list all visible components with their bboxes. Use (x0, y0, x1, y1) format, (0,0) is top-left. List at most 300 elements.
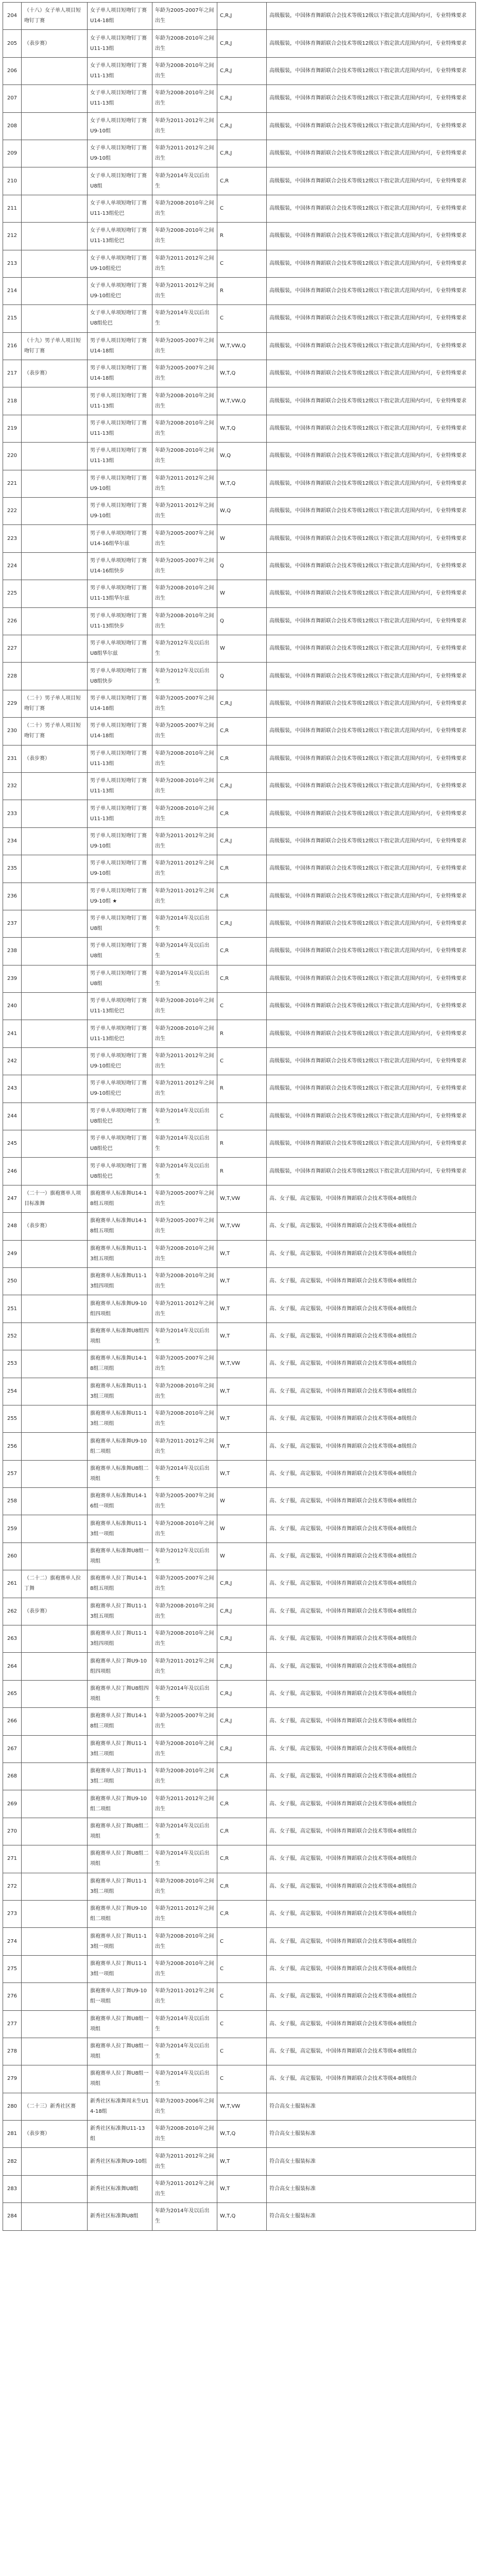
dance-codes-cell: C,R (217, 718, 267, 745)
category-cell (22, 580, 88, 607)
costume-rule-cell: 高级服装，中国体育舞蹈联合会技术等级12级以下指定款式范围内均可，专业特殊要求 (267, 443, 476, 470)
table-row (3, 552, 476, 580)
category-cell (22, 1625, 88, 1653)
category-cell (22, 498, 88, 525)
event-item-cell: 新秀社区标准舞U9-10组 (88, 2148, 152, 2175)
table-row (3, 580, 476, 607)
row-number: 255 (3, 1405, 22, 1432)
age-requirement-cell: 年龄为2011-2012年之间出生 (152, 1075, 217, 1103)
table-row (3, 2038, 476, 2065)
age-requirement-cell: 年龄为2008-2010年之间出生 (152, 2121, 217, 2148)
costume-rule-cell: 高、女子服，高定服装，中国体育舞蹈联合会技术等级4-8级组合 (267, 1873, 476, 1900)
age-requirement-cell: 年龄为2011-2012年之间出生 (152, 827, 217, 855)
dance-codes-cell: W,T,VW,Q (217, 387, 267, 415)
costume-rule-cell: 高、女子服，高定服装，中国体育舞蹈联合会技术等级4-8级组合 (267, 1515, 476, 1543)
age-requirement-cell: 年龄为2008-2010年之间出生 (152, 800, 217, 827)
dance-codes-cell: Q (217, 607, 267, 635)
costume-rule-cell: 高级服装，中国体育舞蹈联合会技术等级12级以下指定款式范围内均可，专业特殊要求 (267, 910, 476, 937)
category-cell (22, 993, 88, 1020)
category-cell (22, 1103, 88, 1130)
costume-rule-cell: 高级服装，中国体育舞蹈联合会技术等级12级以下指定款式范围内均可，专业特殊要求 (267, 800, 476, 827)
event-item-cell: 旗袍赛单人拉丁舞U11-13组二项组 (88, 1873, 152, 1900)
category-cell (22, 1900, 88, 1927)
category-cell (22, 250, 88, 277)
event-item-cell: 新秀社区标准舞U11-13组 (88, 2121, 152, 2148)
table-row (3, 993, 476, 1020)
age-requirement-cell: 年龄为2008-2010年之间出生 (152, 1515, 217, 1543)
dance-codes-cell: C (217, 2010, 267, 2038)
costume-rule-cell: 高、女子服，高定服装，中国体育舞蹈联合会技术等级4-8级组合 (267, 1267, 476, 1295)
event-item-cell: 旗袍赛单人标准舞U8组四项组 (88, 1323, 152, 1350)
row-number: 214 (3, 277, 22, 304)
dance-codes-cell: C,R (217, 965, 267, 992)
table-row (3, 223, 476, 250)
event-schedule-table (3, 2, 476, 2231)
category-cell (22, 800, 88, 827)
event-item-cell: 旗袍赛单人拉丁舞U8组一项组 (88, 2010, 152, 2038)
table-row (3, 745, 476, 772)
event-item-cell: 旗袍赛单人拉丁舞U11-13组一项组 (88, 1928, 152, 1955)
age-requirement-cell: 年龄为2011-2012年之间出生 (152, 277, 217, 304)
age-requirement-cell: 年龄为2005-2007年之间出生 (152, 3, 217, 30)
costume-rule-cell: 高、女子服，高定服装，中国体育舞蹈联合会技术等级4-8级组合 (267, 1708, 476, 1735)
dance-codes-cell: W,T,VW (217, 1350, 267, 1378)
event-item-cell: 女子单人项目短吻钉丁赛U11-13组 (88, 57, 152, 84)
age-requirement-cell: 年龄为2008-2010年之间出生 (152, 1378, 217, 1405)
category-cell (22, 1653, 88, 1680)
costume-rule-cell: 高级服装，中国体育舞蹈联合会技术等级12级以下指定款式范围内均可，专业特殊要求 (267, 167, 476, 195)
dance-codes-cell: W (217, 525, 267, 552)
table-row (3, 1653, 476, 1680)
age-requirement-cell: 年龄为2008-2010年之间出生 (152, 772, 217, 800)
category-cell (22, 552, 88, 580)
row-number: 248 (3, 1213, 22, 1240)
dance-codes-cell: C,R,J (217, 1680, 267, 1707)
dance-codes-cell: W,T (217, 2175, 267, 2202)
category-cell (22, 2065, 88, 2093)
event-item-cell: 男子单人单项短吻钉丁赛U11-13组华尔兹 (88, 580, 152, 607)
table-row (3, 525, 476, 552)
table-row (3, 1350, 476, 1378)
table-row (3, 938, 476, 965)
age-requirement-cell: 年龄为2008-2010年之间出生 (152, 1405, 217, 1432)
dance-codes-cell: C (217, 2038, 267, 2065)
row-number: 263 (3, 1625, 22, 1653)
table-row (3, 167, 476, 195)
event-item-cell: 女子单人单项短吻钉丁赛U9-10组伦巴 (88, 277, 152, 304)
category-cell (22, 195, 88, 222)
dance-codes-cell: C,R,J (217, 30, 267, 57)
category-cell (22, 525, 88, 552)
age-requirement-cell: 年龄为2008-2010年之间出生 (152, 57, 217, 84)
event-item-cell: 男子单人项目短吻钉丁赛U8组 (88, 938, 152, 965)
table-row (3, 663, 476, 690)
event-item-cell: 男子单人单项短吻钉丁赛U8组伦巴 (88, 1130, 152, 1158)
dance-codes-cell: C,R,J (217, 772, 267, 800)
costume-rule-cell: 高级服装，中国体育舞蹈联合会技术等级12级以下指定款式范围内均可，专业特殊要求 (267, 1020, 476, 1047)
costume-rule-cell: 高、女子服，高定服装，中国体育舞蹈联合会技术等级4-8级组合 (267, 1680, 476, 1707)
row-number: 273 (3, 1900, 22, 1927)
row-number: 277 (3, 2010, 22, 2038)
table-row (3, 57, 476, 84)
costume-rule-cell: 高级服装，中国体育舞蹈联合会技术等级12级以下指定款式范围内均可，专业特殊要求 (267, 498, 476, 525)
row-number: 270 (3, 1818, 22, 1845)
table-row (3, 1047, 476, 1075)
table-row (3, 195, 476, 222)
row-number: 222 (3, 498, 22, 525)
category-cell: （表步赛） (22, 1598, 88, 1625)
age-requirement-cell: 年龄为2011-2012年之间出生 (152, 1983, 217, 2010)
row-number: 211 (3, 195, 22, 222)
event-item-cell: 旗袍赛单人标准舞U8组二项组 (88, 1460, 152, 1487)
category-cell (22, 1763, 88, 1790)
table-row (3, 855, 476, 883)
age-requirement-cell: 年龄为2005-2007年之间出生 (152, 718, 217, 745)
row-number: 267 (3, 1735, 22, 1762)
age-requirement-cell: 年龄为2008-2010年之间出生 (152, 85, 217, 112)
event-item-cell: 女子单人项目短吻钉丁赛U8组 (88, 167, 152, 195)
dance-codes-cell: W,T,Q (217, 2203, 267, 2230)
event-item-cell: 旗袍赛单人拉丁舞U9-10组二项组 (88, 1790, 152, 1818)
table-row (3, 470, 476, 497)
category-cell: （二十一）旗袍赛单人项目标准舞 (22, 1185, 88, 1212)
row-number: 207 (3, 85, 22, 112)
age-requirement-cell: 年龄为2011-2012年之间出生 (152, 2148, 217, 2175)
dance-codes-cell: R (217, 277, 267, 304)
costume-rule-cell: 高、女子服，高定服装，中国体育舞蹈联合会技术等级4-8级组合 (267, 1570, 476, 1598)
age-requirement-cell: 年龄为2005-2007年之间出生 (152, 552, 217, 580)
event-item-cell: 女子单人单项短吻钉丁赛U9-10组伦巴 (88, 250, 152, 277)
dance-codes-cell: W (217, 580, 267, 607)
dance-codes-cell: C,R,J (217, 827, 267, 855)
age-requirement-cell: 年龄为2008-2010年之间出生 (152, 1267, 217, 1295)
category-cell (22, 2038, 88, 2065)
costume-rule-cell: 高、女子服，高定服装，中国体育舞蹈联合会技术等级4-8级组合 (267, 1983, 476, 2010)
event-item-cell: 男子单人项目短吻钉丁赛U14-18组 (88, 718, 152, 745)
table-row (3, 883, 476, 910)
age-requirement-cell: 年龄为2008-2010年之间出生 (152, 1873, 217, 1900)
costume-rule-cell: 高级服装，中国体育舞蹈联合会技术等级12级以下指定款式范围内均可，专业特殊要求 (267, 332, 476, 360)
table-row (3, 1103, 476, 1130)
age-requirement-cell: 年龄为2014年及以后出生 (152, 938, 217, 965)
event-item-cell: 旗袍赛单人拉丁舞U9-10组四项组 (88, 1653, 152, 1680)
row-number: 271 (3, 1845, 22, 1873)
table-row (3, 1515, 476, 1543)
table-row (3, 2093, 476, 2120)
dance-codes-cell: W,T,Q (217, 415, 267, 442)
age-requirement-cell: 年龄为2014年及以后出生 (152, 2010, 217, 2038)
costume-rule-cell: 高、女子服，高定服装，中国体育舞蹈联合会技术等级4-8级组合 (267, 2010, 476, 2038)
costume-rule-cell: 高级服装，中国体育舞蹈联合会技术等级12级以下指定款式范围内均可，专业特殊要求 (267, 663, 476, 690)
table-row (3, 607, 476, 635)
event-item-cell: 男子单人项目短吻钉丁赛U11-13组 (88, 415, 152, 442)
dance-codes-cell: C,R (217, 167, 267, 195)
dance-codes-cell: C (217, 2065, 267, 2093)
row-number: 260 (3, 1543, 22, 1570)
event-item-cell: 女子单人项目短吻钉丁赛U9-10组 (88, 112, 152, 140)
age-requirement-cell: 年龄为2008-2010年之间出生 (152, 1735, 217, 1762)
row-number: 256 (3, 1433, 22, 1460)
category-cell (22, 1680, 88, 1707)
category-cell (22, 1708, 88, 1735)
dance-codes-cell: C,R (217, 800, 267, 827)
row-number: 268 (3, 1763, 22, 1790)
category-cell (22, 305, 88, 332)
costume-rule-cell: 高、女子服，高定服装，中国体育舞蹈联合会技术等级4-8级组合 (267, 1323, 476, 1350)
row-number: 220 (3, 443, 22, 470)
dance-codes-cell: C,R (217, 745, 267, 772)
table-row (3, 1213, 476, 1240)
category-cell (22, 1267, 88, 1295)
category-cell (22, 140, 88, 167)
row-number: 225 (3, 580, 22, 607)
age-requirement-cell: 年龄为2014年及以后出生 (152, 910, 217, 937)
costume-rule-cell: 高级服装，中国体育舞蹈联合会技术等级12级以下指定款式范围内均可，专业特殊要求 (267, 360, 476, 387)
row-number: 257 (3, 1460, 22, 1487)
category-cell (22, 277, 88, 304)
row-number: 226 (3, 607, 22, 635)
costume-rule-cell: 高、女子服，高定服装，中国体育舞蹈联合会技术等级4-8级组合 (267, 1433, 476, 1460)
category-cell: （二十）男子单人项目短吻钉丁赛 (22, 690, 88, 717)
table-row (3, 1378, 476, 1405)
row-number: 238 (3, 938, 22, 965)
row-number: 281 (3, 2121, 22, 2148)
table-row (3, 2148, 476, 2175)
age-requirement-cell: 年龄为2011-2012年之间出生 (152, 855, 217, 883)
row-number: 259 (3, 1515, 22, 1543)
event-item-cell: 新秀社区标准舞U8组 (88, 2203, 152, 2230)
costume-rule-cell: 高、女子服，高定服装，中国体育舞蹈联合会技术等级4-8级组合 (267, 1405, 476, 1432)
event-item-cell: 旗袍赛单人标准舞U14-18组三项组 (88, 1350, 152, 1378)
dance-codes-cell: C (217, 1983, 267, 2010)
table-row (3, 3, 476, 30)
category-cell (22, 1020, 88, 1047)
event-item-cell: 男子单人项目短吻钉丁赛U14-18组 (88, 690, 152, 717)
category-cell (22, 883, 88, 910)
dance-codes-cell: C,R (217, 1845, 267, 1873)
costume-rule-cell: 高、女子服，高定服装，中国体育舞蹈联合会技术等级4-8级组合 (267, 1653, 476, 1680)
category-cell (22, 910, 88, 937)
event-item-cell: 男子单人项目短吻钉丁赛U14-18组 (88, 360, 152, 387)
dance-codes-cell: C,R,J (217, 57, 267, 84)
dance-codes-cell: C (217, 1047, 267, 1075)
age-requirement-cell: 年龄为2012年及以后出生 (152, 663, 217, 690)
age-requirement-cell: 年龄为2014年及以后出生 (152, 1158, 217, 1185)
event-item-cell: 男子单人项目短吻钉丁赛U11-13组 (88, 800, 152, 827)
age-requirement-cell: 年龄为2008-2010年之间出生 (152, 387, 217, 415)
category-cell (22, 1515, 88, 1543)
dance-codes-cell: C,R,J (217, 1570, 267, 1598)
dance-codes-cell: C,R (217, 1873, 267, 1900)
event-item-cell: 旗袍赛单人拉丁舞U11-13组四项组 (88, 1625, 152, 1653)
costume-rule-cell: 高级服装，中国体育舞蹈联合会技术等级12级以下指定款式范围内均可，专业特殊要求 (267, 1103, 476, 1130)
row-number: 264 (3, 1653, 22, 1680)
table-row (3, 910, 476, 937)
dance-codes-cell: C,R,J (217, 690, 267, 717)
table-row (3, 1928, 476, 1955)
costume-rule-cell: 高级服装，中国体育舞蹈联合会技术等级12级以下指定款式范围内均可，专业特殊要求 (267, 415, 476, 442)
table-row (3, 1598, 476, 1625)
category-cell (22, 387, 88, 415)
category-cell (22, 855, 88, 883)
category-cell: （十八）女子单人项目短吻钉丁赛 (22, 3, 88, 30)
row-number: 253 (3, 1350, 22, 1378)
table-row (3, 2175, 476, 2202)
row-number: 241 (3, 1020, 22, 1047)
table-row (3, 1323, 476, 1350)
event-item-cell: 旗袍赛单人拉丁舞U14-18组三项组 (88, 1708, 152, 1735)
event-item-cell: 女子单人单项短吻钉丁赛U11-13组伦巴 (88, 223, 152, 250)
table-row (3, 1570, 476, 1598)
table-row (3, 250, 476, 277)
category-cell (22, 1240, 88, 1267)
dance-codes-cell: C (217, 195, 267, 222)
costume-rule-cell: 高、女子服，高定服装，中国体育舞蹈联合会技术等级4-8级组合 (267, 1213, 476, 1240)
category-cell (22, 1488, 88, 1515)
row-number: 265 (3, 1680, 22, 1707)
event-item-cell: 男子单人项目短吻钉丁赛U11-13组 (88, 387, 152, 415)
age-requirement-cell: 年龄为2014年及以后出生 (152, 1460, 217, 1487)
event-item-cell: 男子单人项目短吻钉丁赛U8组 (88, 910, 152, 937)
category-cell (22, 1983, 88, 2010)
dance-codes-cell: C,R,J (217, 1653, 267, 1680)
event-item-cell: 旗袍赛单人拉丁舞U8组一项组 (88, 2065, 152, 2093)
costume-rule-cell: 高级服装，中国体育舞蹈联合会技术等级12级以下指定款式范围内均可，专业特殊要求 (267, 1158, 476, 1185)
table-row (3, 360, 476, 387)
age-requirement-cell: 年龄为2014年及以后出生 (152, 1323, 217, 1350)
category-cell (22, 112, 88, 140)
row-number: 205 (3, 30, 22, 57)
event-item-cell: 新秀社区标准舞周末生U14-18组 (88, 2093, 152, 2120)
category-cell (22, 827, 88, 855)
age-requirement-cell: 年龄为2005-2007年之间出生 (152, 1708, 217, 1735)
table-row (3, 1983, 476, 2010)
age-requirement-cell: 年龄为2011-2012年之间出生 (152, 1653, 217, 1680)
costume-rule-cell: 高、女子服，高定服装，中国体育舞蹈联合会技术等级4-8级组合 (267, 1845, 476, 1873)
event-item-cell: 女子单人项目短吻钉丁赛U9-10组 (88, 140, 152, 167)
category-cell (22, 443, 88, 470)
event-item-cell: 男子单人项目短吻钉丁赛U11-13组 (88, 772, 152, 800)
costume-rule-cell: 高、女子服，高定服装，中国体育舞蹈联合会技术等级4-8级组合 (267, 1378, 476, 1405)
dance-codes-cell: W,T (217, 1295, 267, 1323)
table-row (3, 30, 476, 57)
table-row (3, 112, 476, 140)
age-requirement-cell: 年龄为2011-2012年之间出生 (152, 250, 217, 277)
age-requirement-cell: 年龄为2008-2010年之间出生 (152, 607, 217, 635)
category-cell (22, 607, 88, 635)
row-number: 262 (3, 1598, 22, 1625)
row-number: 215 (3, 305, 22, 332)
row-number: 254 (3, 1378, 22, 1405)
age-requirement-cell: 年龄为2014年及以后出生 (152, 2203, 217, 2230)
event-item-cell: 旗袍赛单人拉丁舞U8组二项组 (88, 1845, 152, 1873)
category-cell (22, 1845, 88, 1873)
row-number: 242 (3, 1047, 22, 1075)
dance-codes-cell: W,Q (217, 498, 267, 525)
event-item-cell: 旗袍赛单人拉丁舞U11-13组五项组 (88, 1598, 152, 1625)
category-cell: （表步赛） (22, 1213, 88, 1240)
row-number: 235 (3, 855, 22, 883)
costume-rule-cell: 高级服装，中国体育舞蹈联合会技术等级12级以下指定款式范围内均可，专业特殊要求 (267, 140, 476, 167)
table-row (3, 1295, 476, 1323)
category-cell (22, 1295, 88, 1323)
row-number: 275 (3, 1955, 22, 1982)
row-number: 284 (3, 2203, 22, 2230)
event-item-cell: 女子单人项目短吻钉丁赛U11-13组 (88, 30, 152, 57)
age-requirement-cell: 年龄为2008-2010年之间出生 (152, 580, 217, 607)
event-item-cell: 旗袍赛单人拉丁舞U11-13组三项组 (88, 1735, 152, 1762)
costume-rule-cell: 高级服装，中国体育舞蹈联合会技术等级12级以下指定款式范围内均可，专业特殊要求 (267, 277, 476, 304)
costume-rule-cell: 高级服装，中国体育舞蹈联合会技术等级12级以下指定款式范围内均可，专业特殊要求 (267, 1130, 476, 1158)
dance-codes-cell: C,R (217, 1763, 267, 1790)
age-requirement-cell: 年龄为2011-2012年之间出生 (152, 1900, 217, 1927)
costume-rule-cell: 高级服装，中国体育舞蹈联合会技术等级12级以下指定款式范围内均可，专业特殊要求 (267, 938, 476, 965)
event-item-cell: 男子单人单项短吻钉丁赛U11-13组伦巴 (88, 1020, 152, 1047)
dance-codes-cell: C,R (217, 1818, 267, 1845)
costume-rule-cell: 高级服装，中国体育舞蹈联合会技术等级12级以下指定款式范围内均可，专业特殊要求 (267, 965, 476, 992)
dance-codes-cell: C (217, 993, 267, 1020)
event-item-cell: 旗袍赛单人拉丁舞U8组四项组 (88, 1680, 152, 1707)
event-item-cell: 男子单人单项短吻钉丁赛U14-16组华尔兹 (88, 525, 152, 552)
row-number: 272 (3, 1873, 22, 1900)
table-row (3, 1818, 476, 1845)
event-item-cell: 旗袍赛单人标准舞U11-13组一项组 (88, 1515, 152, 1543)
event-item-cell: 旗袍赛单人标准舞U11-13组五项组 (88, 1240, 152, 1267)
costume-rule-cell: 高级服装，中国体育舞蹈联合会技术等级12级以下指定款式范围内均可，专业特殊要求 (267, 57, 476, 84)
table-row (3, 415, 476, 442)
row-number: 233 (3, 800, 22, 827)
event-item-cell: 旗袍赛单人拉丁舞U8组一项组 (88, 2038, 152, 2065)
costume-rule-cell: 高、女子服，高定服装，中国体育舞蹈联合会技术等级4-8级组合 (267, 1350, 476, 1378)
table-row (3, 1900, 476, 1927)
costume-rule-cell: 高、女子服，高定服装，中国体育舞蹈联合会技术等级4-8级组合 (267, 1625, 476, 1653)
row-number: 209 (3, 140, 22, 167)
costume-rule-cell: 高级服装，中国体育舞蹈联合会技术等级12级以下指定款式范围内均可，专业特殊要求 (267, 3, 476, 30)
costume-rule-cell: 高级服装，中国体育舞蹈联合会技术等级12级以下指定款式范围内均可，专业特殊要求 (267, 635, 476, 662)
dance-codes-cell: C,R,J (217, 1598, 267, 1625)
costume-rule-cell: 高、女子服，高定服装，中国体育舞蹈联合会技术等级4-8级组合 (267, 1185, 476, 1212)
dance-codes-cell: R (217, 1130, 267, 1158)
age-requirement-cell: 年龄为2012年及以后出生 (152, 635, 217, 662)
table-row (3, 1185, 476, 1212)
table-row (3, 332, 476, 360)
row-number: 244 (3, 1103, 22, 1130)
dance-codes-cell: C,R (217, 883, 267, 910)
age-requirement-cell: 年龄为2011-2012年之间出生 (152, 498, 217, 525)
age-requirement-cell: 年龄为2011-2012年之间出生 (152, 1433, 217, 1460)
dance-codes-cell: C,R,J (217, 112, 267, 140)
category-cell (22, 1158, 88, 1185)
age-requirement-cell: 年龄为2005-2007年之间出生 (152, 1570, 217, 1598)
costume-rule-cell: 高、女子服，高定服装，中国体育舞蹈联合会技术等级4-8级组合 (267, 2065, 476, 2093)
category-cell (22, 1047, 88, 1075)
age-requirement-cell: 年龄为2014年及以后出生 (152, 1103, 217, 1130)
table-row (3, 277, 476, 304)
row-number: 245 (3, 1130, 22, 1158)
event-item-cell: 旗袍赛单人拉丁舞U11-13组二项组 (88, 1763, 152, 1790)
table-row (3, 1405, 476, 1432)
row-number: 280 (3, 2093, 22, 2120)
row-number: 204 (3, 3, 22, 30)
dance-codes-cell: C,R,J (217, 140, 267, 167)
costume-rule-cell: 高、女子服，高定服装，中国体育舞蹈联合会技术等级4-8级组合 (267, 1900, 476, 1927)
costume-rule-cell: 高级服装，中国体育舞蹈联合会技术等级12级以下指定款式范围内均可，专业特殊要求 (267, 580, 476, 607)
age-requirement-cell: 年龄为2005-2007年之间出生 (152, 332, 217, 360)
dance-codes-cell: R (217, 1075, 267, 1103)
event-item-cell: 男子单人项目短吻钉丁赛U14-18组 (88, 332, 152, 360)
row-number: 283 (3, 2175, 22, 2202)
row-number: 240 (3, 993, 22, 1020)
